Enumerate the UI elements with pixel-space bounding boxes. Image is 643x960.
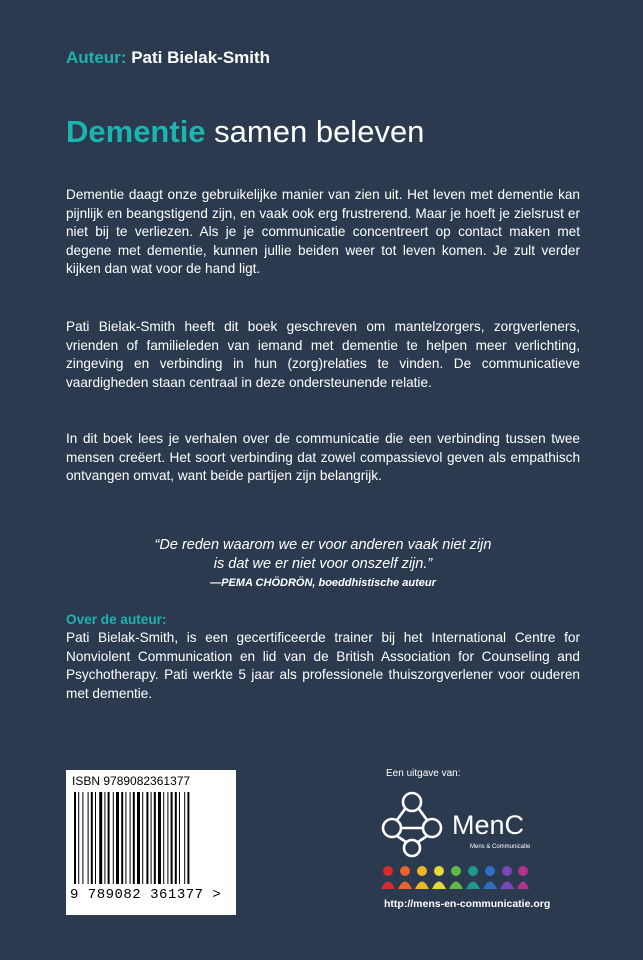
quote-line-2: is dat we er niet voor onszelf zijn.” (213, 556, 433, 572)
brand-name: MenC (452, 810, 525, 840)
publisher-label: Een uitgave van: (386, 768, 461, 779)
barcode-box (66, 770, 236, 915)
publisher-url: http://mens-en-communicatie.org (384, 898, 551, 910)
paragraph-3: In dit boek lees je verhalen over de communicatie die een verbinding tussen twee mensen creëert. Het soort verbinding dat zowel compassievol geven als empathisch ontvangen omvat, want beide partijen zijn belangrijk. (66, 431, 580, 483)
quote-attribution: —PEMA CHÖDRÖN, boeddhistische auteur (210, 577, 436, 589)
author-line (66, 48, 270, 68)
people-figures-icon (380, 862, 530, 892)
about-text: Pati Bielak-Smith, is een gecertificeerde trainer bij het International Centre for Nonviolent Communication en lid van de British Association for Counseling and Psychotherapy. Pati werkte 5 jaar als professionele thuiszorgverlener voor ouderen met dementie. (66, 630, 580, 701)
author-name: Pati Bielak-Smith (131, 48, 271, 67)
title-rest: samen beleven (214, 114, 425, 149)
isbn-label: ISBN 9789082361377 (72, 774, 191, 788)
barcode-icon (72, 792, 230, 887)
about-heading: Over de auteur: (66, 612, 167, 627)
paragraph-1: Dementie daagt onze gebruikelijke manier van zien uit. Het leven met dementie kan pijnlijk en beangstigend zijn, en vaak ook erg frustrerend. Maar je hoeft je zielsrust er niet bij te verliezen. Als je je communicatie concentreert op contact maken met degene met dementie, kunnen jullie beiden weer tot leven komen. Je zult verder kijken dan wat voor de hand ligt. (66, 187, 580, 276)
menc-logo-icon (380, 790, 452, 858)
quote-line-1: “De reden waarom we er voor anderen vaak niet zijn (154, 537, 492, 553)
book-title (66, 114, 424, 150)
barcode-digits: 9 789082 361377 > (70, 887, 222, 903)
quote (66, 536, 580, 574)
author-label: Auteur: (66, 48, 127, 67)
brand-subtitle: Mens & Communicatie (470, 844, 531, 850)
title-accent: Dementie (66, 114, 206, 149)
paragraph-2: Pati Bielak-Smith heeft dit boek geschreven om mantelzorgers, zorgverleners, vrienden of familieleden van iemand met dementie te helpen meer verlichting, zingeving en verbinding in hun (zorg)relaties te vinden. De communicatieve vaardigheden staan centraal in deze ondersteunende relatie. (66, 319, 580, 390)
